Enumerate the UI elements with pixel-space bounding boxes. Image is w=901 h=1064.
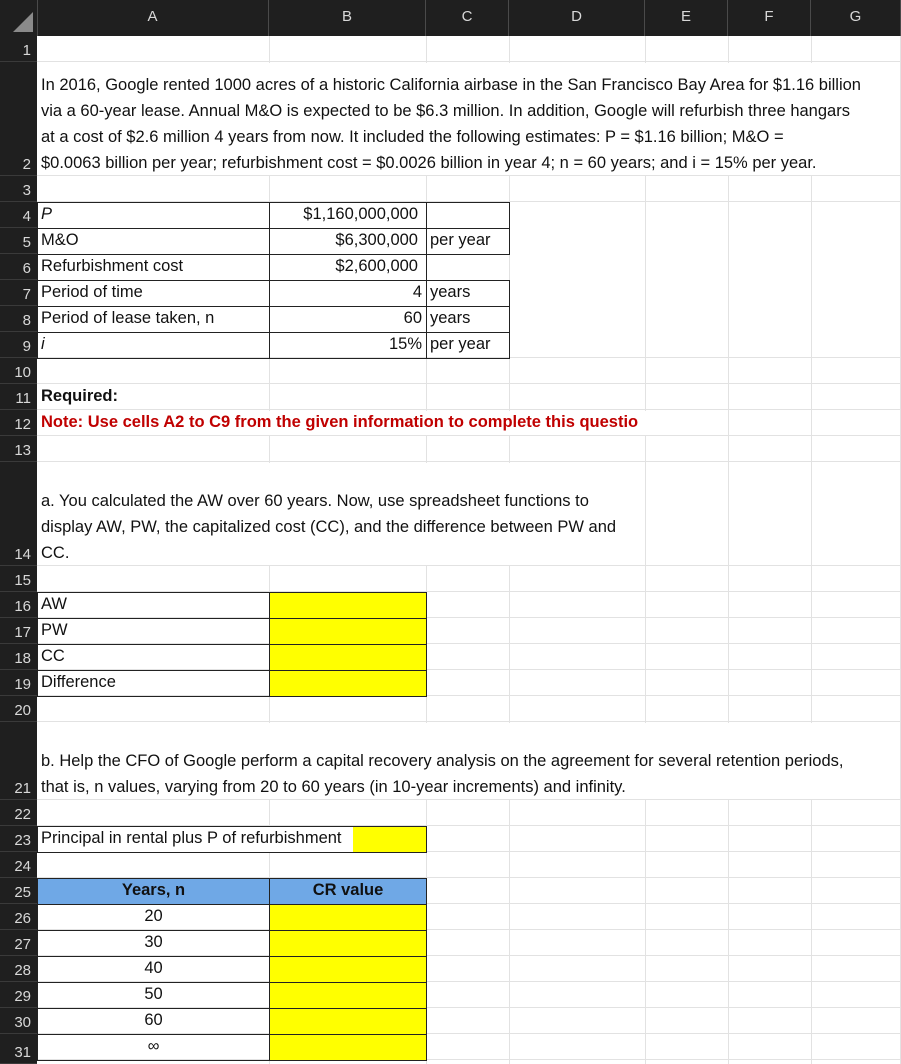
given-label-i: i — [41, 335, 45, 353]
given-unit-cell[interactable] — [426, 202, 510, 229]
years-value-infinity: ∞ — [147, 1037, 160, 1055]
given-value-refurb: $2,600,000 — [335, 257, 418, 275]
cr-answer-cell[interactable] — [269, 956, 427, 983]
row-header-8[interactable]: 8 — [0, 306, 37, 332]
pw-label: PW — [41, 621, 68, 639]
cr-answer-cell[interactable] — [269, 1034, 427, 1061]
cr-answer-cell[interactable] — [269, 982, 427, 1009]
row-header-4[interactable]: 4 — [0, 202, 37, 228]
row-header-25[interactable]: 25 — [0, 878, 37, 904]
years-header: Years, n — [121, 881, 186, 899]
gridline — [37, 409, 901, 410]
given-label-cell[interactable] — [37, 332, 270, 359]
row-header-24[interactable]: 24 — [0, 852, 37, 878]
cr-answer-cell[interactable] — [269, 1008, 427, 1035]
given-label-refurb: Refurbishment cost — [41, 257, 184, 275]
given-label-cell[interactable] — [37, 202, 270, 229]
cr-header: CR value — [312, 881, 384, 899]
given-label-p: P — [41, 205, 53, 223]
select-all-corner[interactable] — [0, 0, 38, 36]
column-header-e[interactable]: E — [645, 0, 728, 36]
required-label: Required: — [41, 387, 119, 405]
row-header-10[interactable]: 10 — [0, 358, 37, 384]
row-header-1[interactable]: 1 — [0, 36, 37, 62]
select-all-triangle-icon — [13, 12, 33, 32]
row-header-3[interactable]: 3 — [0, 176, 37, 202]
gridline — [645, 36, 646, 1064]
column-header-bar — [0, 0, 901, 36]
gridline — [728, 36, 729, 1064]
part-a-label-cell[interactable] — [37, 644, 270, 671]
row-header-7[interactable]: 7 — [0, 280, 37, 306]
gridline — [37, 721, 901, 722]
row-header-20[interactable]: 20 — [0, 696, 37, 722]
given-unit-i: per year — [430, 335, 491, 353]
row-header-9[interactable]: 9 — [0, 332, 37, 358]
years-value: 30 — [144, 933, 163, 951]
row-header-28[interactable]: 28 — [0, 956, 37, 982]
years-value: 20 — [144, 907, 163, 925]
aw-label: AW — [41, 595, 67, 613]
row-header-14[interactable]: 14 — [0, 462, 37, 566]
gridline — [37, 61, 901, 62]
part-a-label-cell[interactable] — [37, 592, 270, 619]
gridline — [37, 383, 901, 384]
given-label-lease: Period of lease taken, n — [41, 309, 215, 327]
part-b-line-1: b. Help the CFO of Google perform a capital recovery analysis on the agreement for several retention periods, — [41, 752, 844, 770]
cr-answer-cell[interactable] — [269, 930, 427, 957]
gridline — [811, 36, 812, 1064]
intro-line-4: $0.0063 billion per year; refurbishment cost = $0.0026 billion in year 4; n = 60 years; and i = 15% per year. — [41, 154, 817, 172]
given-value-period: 4 — [412, 283, 422, 301]
column-header-d[interactable]: D — [509, 0, 645, 36]
row-header-15[interactable]: 15 — [0, 566, 37, 592]
row-header-26[interactable]: 26 — [0, 904, 37, 930]
given-value-lease: 60 — [403, 309, 422, 327]
given-value-i: 15% — [388, 335, 422, 353]
intro-line-3: at a cost of $2.6 million 4 years from now. It included the following estimates: P = $1.16 billion; M&O = — [41, 128, 784, 146]
years-value: 60 — [144, 1011, 163, 1029]
part-a-label-cell[interactable] — [37, 618, 270, 645]
row-header-30[interactable]: 30 — [0, 1008, 37, 1034]
row-header-23[interactable]: 23 — [0, 826, 37, 852]
aw-answer-cell[interactable] — [269, 592, 427, 619]
row-header-6[interactable]: 6 — [0, 254, 37, 280]
given-label-period: Period of time — [41, 283, 143, 301]
row-header-16[interactable]: 16 — [0, 592, 37, 618]
part-a-line-2: display AW, PW, the capitalized cost (CC), and the difference between PW and — [41, 518, 617, 536]
row-header-21[interactable]: 21 — [0, 722, 37, 800]
given-value-mo: $6,300,000 — [335, 231, 418, 249]
row-header-13[interactable]: 13 — [0, 436, 37, 462]
gridline — [37, 461, 901, 462]
row-header-17[interactable]: 17 — [0, 618, 37, 644]
row-header-12[interactable]: 12 — [0, 410, 37, 436]
given-unit-period: years — [430, 283, 471, 301]
column-header-c[interactable]: C — [426, 0, 509, 36]
row-header-22[interactable]: 22 — [0, 800, 37, 826]
given-unit-mo: per year — [430, 231, 491, 249]
part-a-line-3: CC. — [41, 544, 70, 562]
column-header-b[interactable]: B — [269, 0, 426, 36]
column-header-g[interactable]: G — [811, 0, 901, 36]
intro-line-1: In 2016, Google rented 1000 acres of a historic California airbase in the San Francisco Bay Area for $1.16 billion — [41, 76, 861, 94]
row-header-31[interactable]: 31 — [0, 1034, 37, 1064]
difference-label: Difference — [41, 673, 116, 691]
row-header-18[interactable]: 18 — [0, 644, 37, 670]
given-unit-lease: years — [430, 309, 471, 327]
row-header-11[interactable]: 11 — [0, 384, 37, 410]
row-header-2[interactable]: 2 — [0, 62, 37, 176]
intro-line-2: via a 60-year lease. Annual M&O is expected to be $6.3 million. In addition, Google will refurbish three hangars — [41, 102, 850, 120]
gridline — [37, 565, 901, 566]
given-label-mo: M&O — [41, 231, 79, 249]
cc-answer-cell[interactable] — [269, 644, 427, 671]
cc-label: CC — [41, 647, 65, 665]
given-value-p: $1,160,000,000 — [303, 205, 418, 223]
row-header-29[interactable]: 29 — [0, 982, 37, 1008]
part-b-line-2: that is, n values, varying from 20 to 60 years (in 10-year increments) and infinity. — [41, 778, 626, 796]
principal-label: Principal in rental plus P of refurbishment — [41, 829, 342, 847]
years-value: 40 — [144, 959, 163, 977]
row-header-19[interactable]: 19 — [0, 670, 37, 696]
years-value: 50 — [144, 985, 163, 1003]
row-header-27[interactable]: 27 — [0, 930, 37, 956]
column-header-f[interactable]: F — [728, 0, 811, 36]
difference-answer-cell[interactable] — [269, 670, 427, 697]
row-header-5[interactable]: 5 — [0, 228, 37, 254]
cr-answer-cell[interactable] — [269, 904, 427, 931]
column-header-a[interactable]: A — [37, 0, 269, 36]
principal-answer-highlight[interactable] — [353, 826, 427, 853]
part-a-line-1: a. You calculated the AW over 60 years. Now, use spreadsheet functions to — [41, 492, 589, 510]
pw-answer-cell[interactable] — [269, 618, 427, 645]
gridline — [37, 435, 901, 436]
note-text: Note: Use cells A2 to C9 from the given information to complete this questio — [41, 413, 639, 431]
